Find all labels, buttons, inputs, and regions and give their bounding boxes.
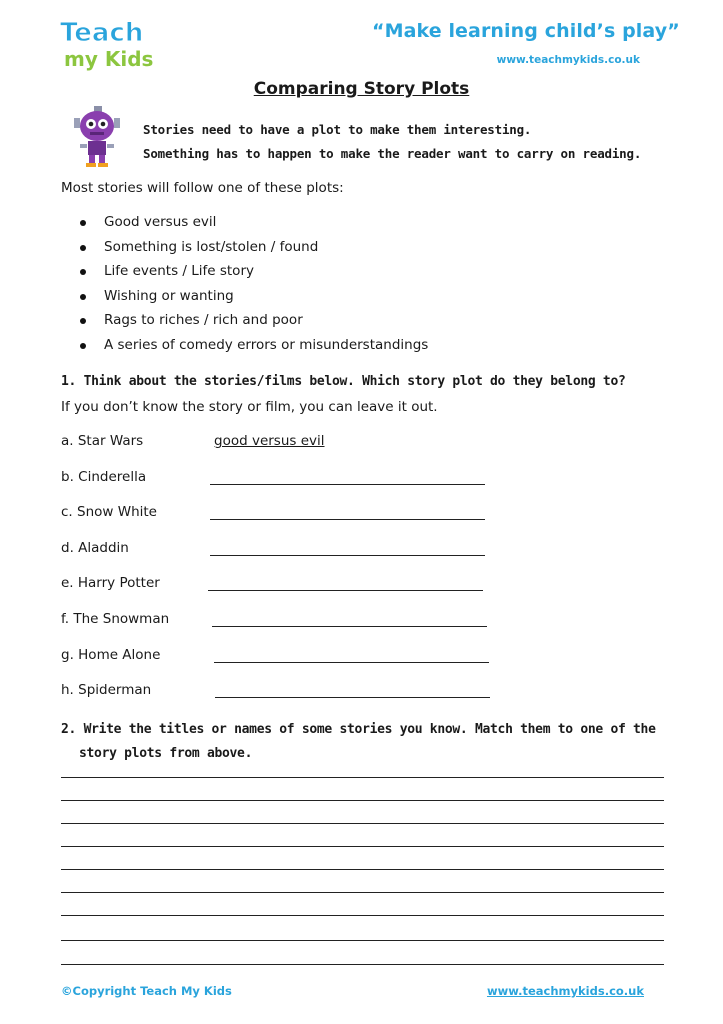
writing-line[interactable] [61, 940, 664, 941]
question-2-line-1: 2. Write the titles or names of some stories you know. Match them to one of the [61, 722, 656, 737]
logo-text-teach: Teach [60, 18, 144, 48]
bullet-icon [80, 294, 86, 300]
answer-line-the-snowman[interactable] [212, 626, 487, 627]
writing-line[interactable] [61, 869, 664, 870]
plot-list-item: A series of comedy errors or misunderstandings [80, 337, 428, 362]
intro-line-1: Stories need to have a plot to make them interesting. [143, 122, 532, 137]
plot-list-item: Life events / Life story [80, 263, 428, 288]
question-2-heading [61, 718, 656, 766]
lead-text: Most stories will follow one of these plots: [61, 180, 344, 196]
writing-line[interactable] [61, 915, 664, 916]
story-label-harry-potter: e. Harry Potter [61, 575, 160, 591]
slogan: “Make learning child’s play” [372, 20, 680, 42]
question-1-heading: 1. Think about the stories/films below. Which story plot do they belong to? [61, 374, 626, 389]
answer-line-spiderman[interactable] [215, 697, 490, 698]
page-title: Comparing Story Plots [253, 79, 470, 99]
writing-line[interactable] [61, 800, 664, 801]
bullet-icon [80, 269, 86, 275]
plot-list-item: Rags to riches / rich and poor [80, 312, 428, 337]
writing-line[interactable] [61, 892, 664, 893]
story-label-snow-white: c. Snow White [61, 504, 157, 520]
question-2-line-2: story plots from above. [79, 746, 253, 761]
footer-copyright: ©Copyright Teach My Kids [61, 984, 232, 998]
header-url[interactable]: www.teachmykids.co.uk [496, 54, 640, 66]
footer-url-link[interactable]: www.teachmykids.co.uk [486, 984, 644, 998]
answer-line-harry-potter[interactable] [208, 590, 483, 591]
bullet-icon [80, 245, 86, 251]
writing-line[interactable] [61, 964, 664, 965]
writing-line[interactable] [61, 846, 664, 847]
story-label-star-wars: a. Star Wars [61, 433, 144, 449]
plot-list-item: Good versus evil [80, 214, 428, 239]
story-label-home-alone: g. Home Alone [61, 647, 161, 663]
logo-graphic [56, 14, 160, 74]
writing-line[interactable] [61, 777, 664, 778]
plot-list [80, 214, 428, 362]
question-1-subtext: If you don’t know the story or film, you can leave it out. [61, 399, 438, 415]
story-label-cinderella: b. Cinderella [61, 469, 147, 485]
answer-line-cinderella[interactable] [210, 484, 485, 485]
bullet-icon [80, 343, 86, 349]
robot-mascot-icon [70, 106, 124, 168]
teach-my-kids-logo [56, 14, 160, 74]
answer-line-aladdin[interactable] [210, 555, 485, 556]
story-label-spiderman: h. Spiderman [61, 682, 152, 698]
writing-line[interactable] [61, 823, 664, 824]
intro-line-2: Something has to happen to make the reader want to carry on reading. [143, 146, 642, 161]
answer-line-snow-white[interactable] [210, 519, 485, 520]
logo-text-mykids: my Kids [64, 47, 154, 71]
plot-list-item: Something is lost/stolen / found [80, 239, 428, 264]
story-label-the-snowman: f. The Snowman [61, 611, 170, 627]
answer-line-home-alone[interactable] [214, 662, 489, 663]
answer-star-wars: good versus evil [214, 433, 325, 449]
bullet-icon [80, 220, 86, 226]
bullet-icon [80, 318, 86, 324]
story-label-aladdin: d. Aladdin [61, 540, 129, 556]
plot-list-item: Wishing or wanting [80, 288, 428, 313]
